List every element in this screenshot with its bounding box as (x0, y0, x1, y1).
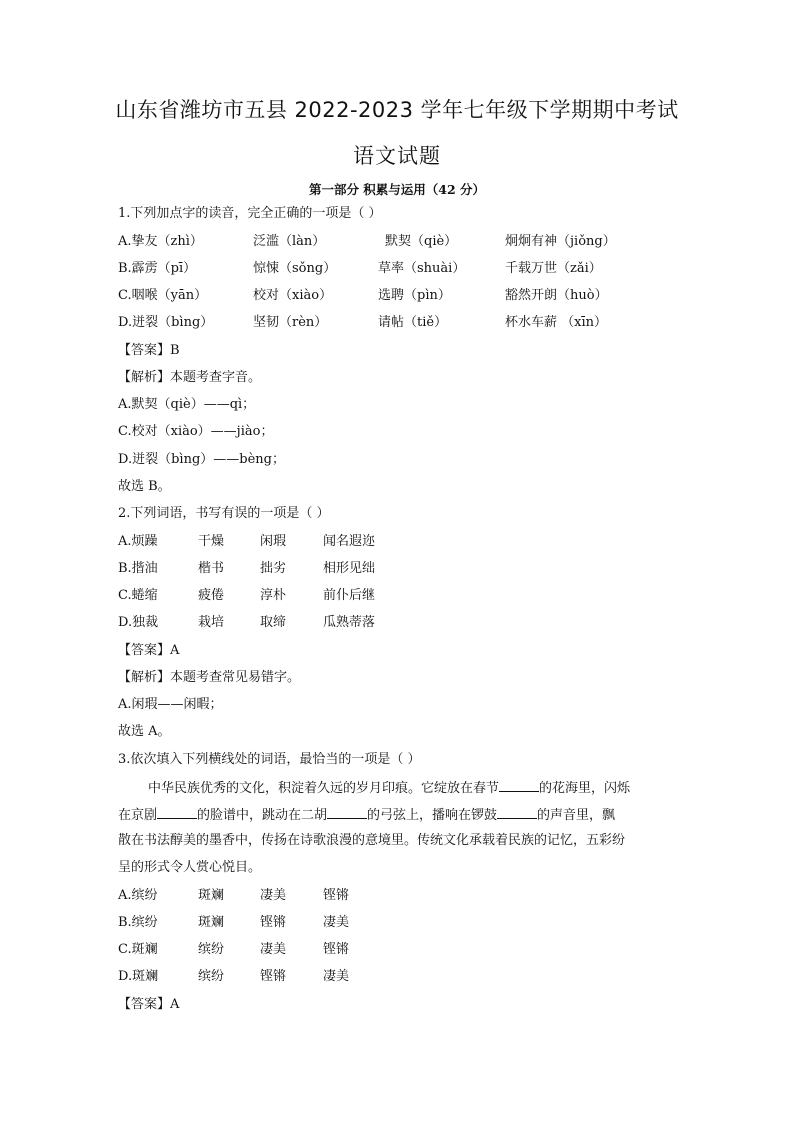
q1-option-d (118, 315, 678, 331)
option-cell: 凄美 (323, 915, 350, 930)
q1-stem: 1.下列加点字的读音，完全正确的一项是（ ） (118, 206, 382, 221)
option-cell: 楷书 (198, 561, 225, 576)
option-cell: 凄美 (260, 888, 287, 903)
option-cell: 校对（xiào） (253, 288, 333, 303)
option-cell: 闲瑕 (260, 534, 287, 549)
option-cell: A.缤纷 (118, 888, 158, 903)
option-cell: 选聘（pìn） (378, 288, 451, 303)
q3-answer: 【答案】A (118, 997, 180, 1012)
passage-text: 在京剧 (118, 808, 158, 823)
option-cell: 凄美 (323, 969, 350, 984)
option-cell: 杯水车薪 （xīn） (505, 315, 607, 330)
option-cell: 相形见绌 (323, 561, 376, 576)
option-cell: D.斑斓 (118, 969, 159, 984)
q1-analysis-line: 故选 B。 (118, 479, 171, 494)
option-cell: 千载万世（zǎi） (505, 261, 602, 276)
option-cell: 炯炯有神（jiǒng） (505, 234, 616, 249)
q1-analysis-line: C.校对（xiào）——jiào； (118, 424, 274, 439)
q3-passage-line: 呈的形式令人赏心悦目。 (118, 860, 262, 875)
option-cell: 豁然开朗（huò） (505, 288, 608, 303)
fill-blank (499, 779, 539, 792)
q1-option-c (118, 288, 678, 304)
q1-analysis-line: 【解析】本题考查字音。 (118, 370, 262, 385)
option-cell: 请帖（tiě） (378, 315, 448, 330)
passage-text: 中华民族优秀的文化，积淀着久远的岁月印痕。它绽放在春节 (148, 781, 500, 796)
fill-blank (327, 806, 367, 819)
q1-analysis-line: D.迸裂（bìng）——bèng； (118, 452, 285, 467)
q2-option-b (118, 561, 678, 577)
q2-option-a (118, 534, 678, 550)
option-cell: 斑斓 (198, 888, 225, 903)
q1-analysis-line: A.默契（qiè）——qì； (118, 397, 256, 412)
exam-subtitle: 语文试题 (353, 144, 441, 168)
q1-option-a (118, 234, 678, 250)
option-cell: 缤纷 (198, 969, 225, 984)
option-cell: C.斑斓 (118, 942, 158, 957)
option-cell: 缤纷 (198, 942, 225, 957)
q3-stem: 3.依次填入下列横线处的词语，最恰当的一项是（ ） (118, 752, 421, 767)
option-cell: 前仆后继 (323, 588, 376, 603)
exam-title: 山东省潍坊市五县 2022-2023 学年七年级下学期期中考试 (115, 98, 679, 122)
q2-option-d (118, 615, 678, 631)
q2-analysis-line: A.闲瑕——闲暇； (118, 697, 223, 712)
q3-option-d (118, 969, 678, 985)
q3-option-c (118, 942, 678, 958)
option-cell: 铿锵 (323, 888, 350, 903)
option-cell: 斑斓 (198, 915, 225, 930)
q3-passage-line (148, 779, 678, 797)
option-cell: 干燥 (198, 534, 225, 549)
option-cell: 凄美 (260, 942, 287, 957)
passage-text: 的声音里，飘 (537, 808, 616, 823)
q3-option-b (118, 915, 678, 931)
option-cell: C.咽喉（yān） (118, 288, 208, 303)
option-cell: B.霹雳（pī） (118, 261, 197, 276)
q1-option-b (118, 261, 678, 277)
option-cell: 栽培 (198, 615, 225, 630)
passage-text: 的弓弦上，播响在锣鼓 (367, 808, 498, 823)
option-cell: 默契（qiè） (385, 234, 458, 249)
option-cell: 铿锵 (260, 915, 287, 930)
option-cell: D.迸裂（bìng） (118, 315, 214, 330)
option-cell: A.烦躁 (118, 534, 158, 549)
q2-stem: 2.下列词语，书写有误的一项是（ ） (118, 506, 330, 521)
option-cell: 铿锵 (260, 969, 287, 984)
q3-passage-line (118, 806, 678, 824)
passage-text: 的花海里，闪烁 (539, 781, 631, 796)
option-cell: 疲倦 (198, 588, 225, 603)
option-cell: B.缤纷 (118, 915, 158, 930)
q1-answer: 【答案】B (118, 343, 180, 358)
option-cell: 泛滥（làn） (253, 234, 326, 249)
option-cell: 瓜熟蒂落 (323, 615, 376, 630)
option-cell: 拙劣 (260, 561, 287, 576)
option-cell: 惊悚（sǒng） (253, 261, 337, 276)
q3-passage-line: 散在书法醇美的墨香中，传扬在诗歌浪漫的意境里。传统文化承载着民族的记忆，五彩纷 (118, 833, 626, 848)
option-cell: 淳朴 (260, 588, 287, 603)
passage-text: 的脸谱中，跳动在二胡 (197, 808, 328, 823)
q2-option-c (118, 588, 678, 604)
option-cell: B.揩油 (118, 561, 158, 576)
option-cell: 铿锵 (323, 942, 350, 957)
option-cell: 草率（shuài） (378, 261, 466, 276)
q2-answer: 【答案】A (118, 643, 180, 658)
option-cell: 闻名遐迩 (323, 534, 376, 549)
option-cell: 取缔 (260, 615, 287, 630)
section-heading: 第一部分 积累与运用（42 分） (308, 182, 486, 197)
option-cell: 坚韧（rèn） (253, 315, 328, 330)
fill-blank (157, 806, 197, 819)
fill-blank (497, 806, 537, 819)
option-cell: D.独裁 (118, 615, 159, 630)
option-cell: C.蜷缩 (118, 588, 158, 603)
q2-analysis-line: 【解析】本题考查常见易错字。 (118, 670, 301, 685)
q3-option-a (118, 888, 678, 904)
q2-analysis-line: 故选 A。 (118, 724, 171, 739)
option-cell: A.挚友（zhì） (118, 234, 203, 249)
